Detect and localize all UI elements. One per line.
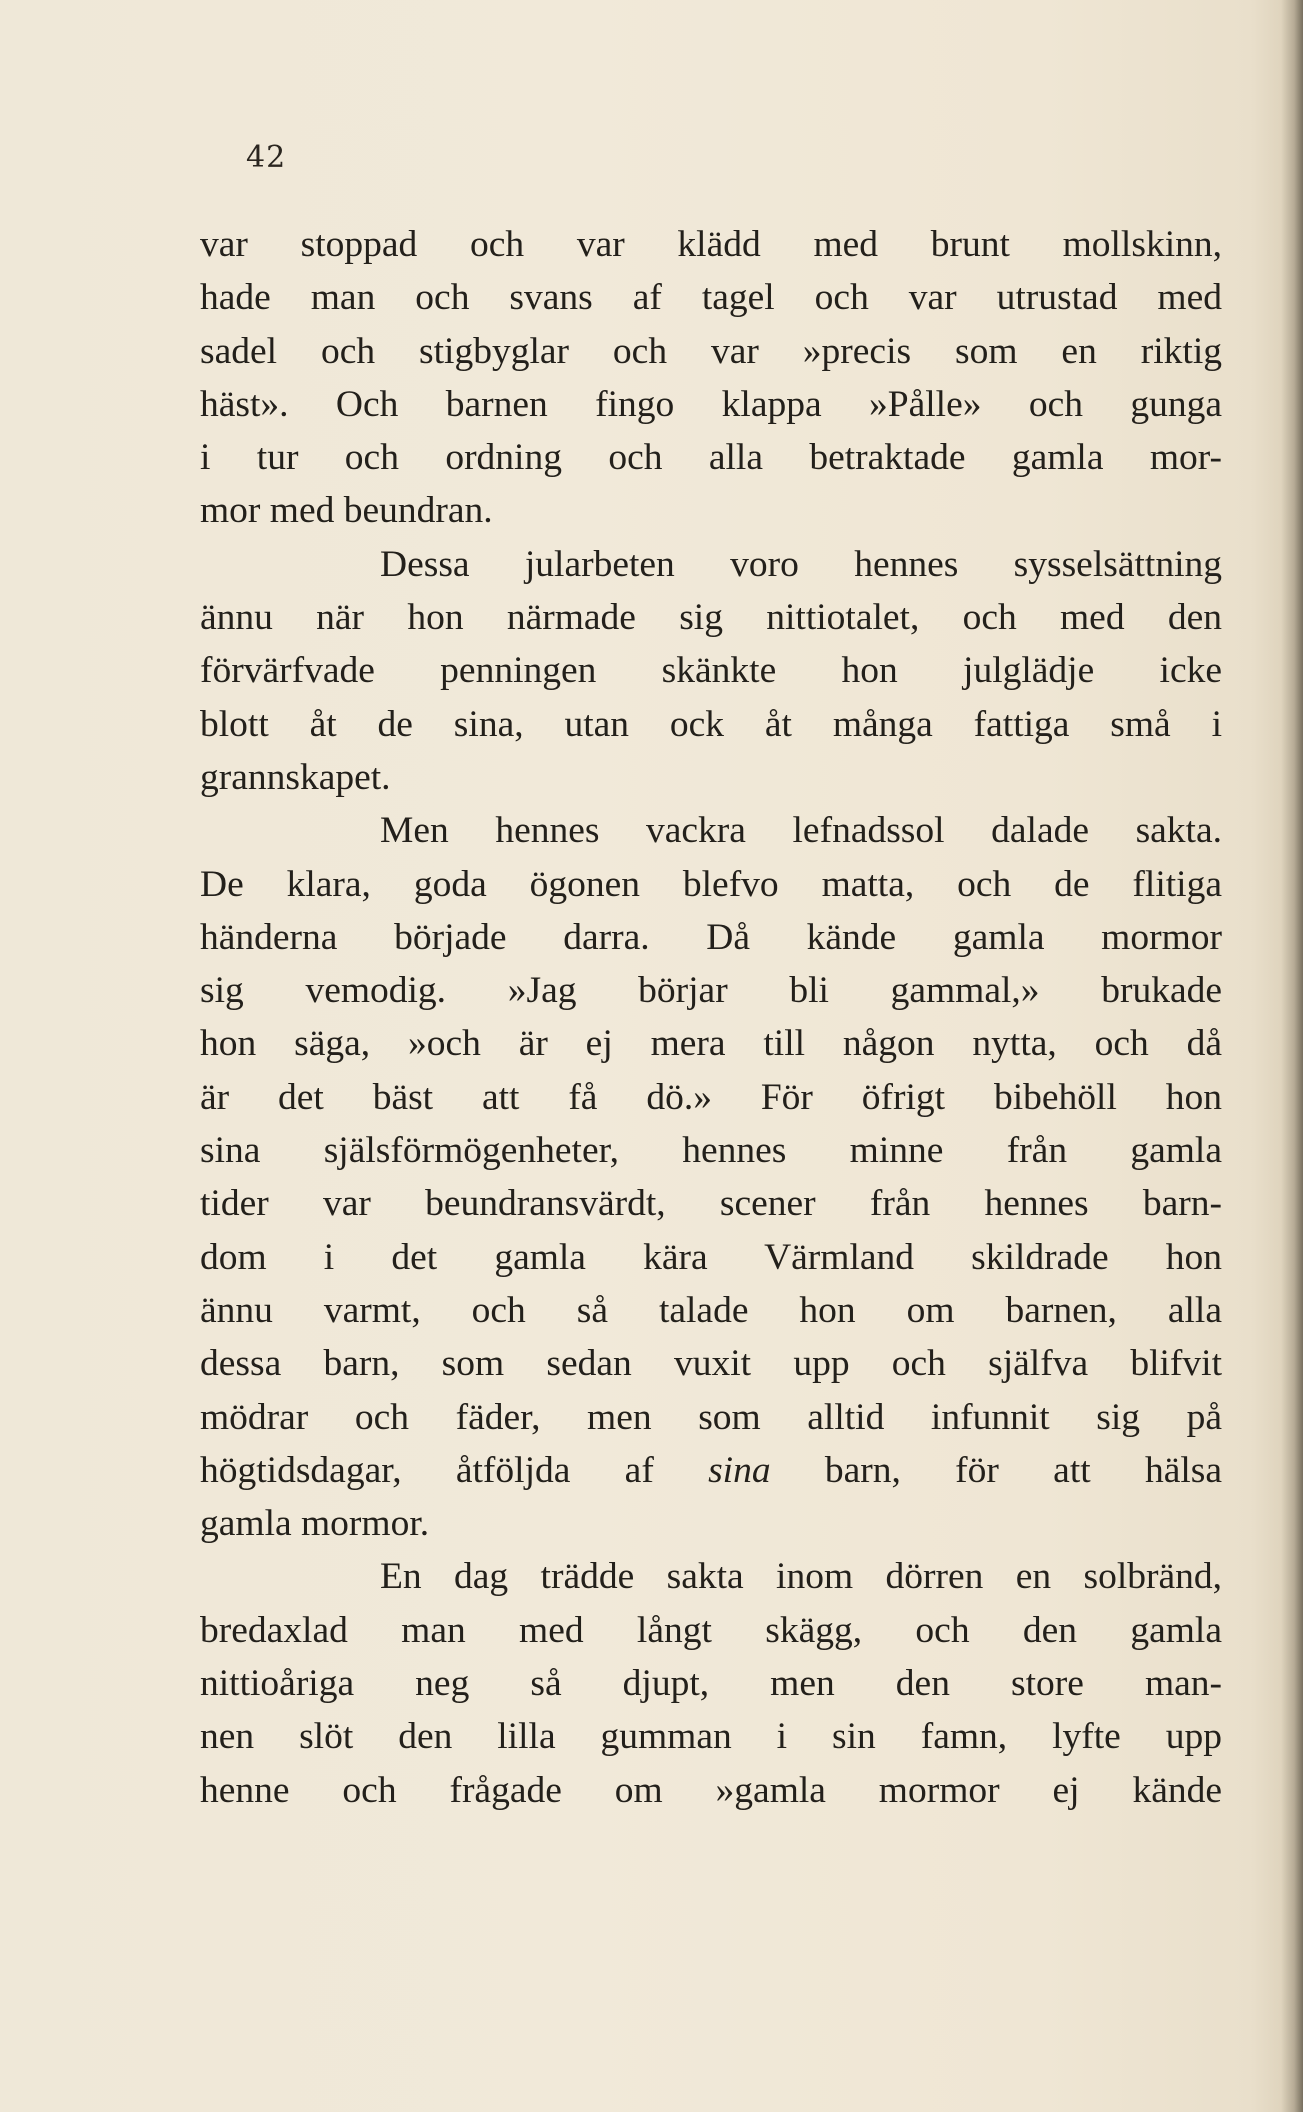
- text-line: dom i det gamla kära Värmland skildrade hon: [200, 1236, 1222, 1278]
- text-line: Dessa jularbeten voro hennes sysselsättning: [380, 543, 1222, 585]
- text-line: Men hennes vackra lefnadssol dalade sakta.: [380, 810, 1222, 852]
- text-line: sig vemodig. »Jag börjar bli gammal,» brukade: [200, 970, 1222, 1012]
- text-line: bredaxlad man med långt skägg, och den gamla: [200, 1609, 1222, 1651]
- text-line: ännu varmt, och så talade hon om barnen, alla: [200, 1289, 1222, 1331]
- text-line: är det bäst att få dö.» För öfrigt bibehöll hon: [200, 1076, 1222, 1118]
- text-line: sadel och stigbyglar och var »precis som en riktig: [200, 330, 1222, 372]
- text-line: henne och frågade om »gamla mormor ej kände: [200, 1769, 1222, 1811]
- text-line: var stoppad och var klädd med brunt mollskinn,: [200, 224, 1222, 265]
- text-line: mor med beundran.: [200, 490, 493, 532]
- text-line: dessa barn, som sedan vuxit upp och själfva blifvit: [200, 1343, 1222, 1385]
- text-line: blott åt de sina, utan ock åt många fattiga små i: [200, 703, 1222, 745]
- text-line: tider var beundransvärdt, scener från hennes barn-: [200, 1183, 1222, 1225]
- text-line: sina själsförmögenheter, hennes minne från gamla: [200, 1130, 1222, 1172]
- text-line: grannskapet.: [200, 756, 391, 798]
- text-line: De klara, goda ögonen blefvo matta, och de flitiga: [200, 863, 1222, 905]
- text-line: mödrar och fäder, men som alltid infunnit sig på: [200, 1396, 1222, 1438]
- text-line-with-italic: [200, 1444, 1222, 1497]
- text-line: gamla mormor.: [200, 1503, 430, 1545]
- text-line: ännu när hon närmade sig nittiotalet, och med den: [200, 597, 1222, 639]
- italic-word: sina: [708, 1449, 771, 1491]
- page-number: 42: [246, 140, 287, 175]
- page-edge-shadow: [1281, 0, 1303, 2112]
- text-line: förvärfvade penningen skänkte hon julglädje icke: [200, 650, 1222, 692]
- text-line: hon säga, »och är ej mera till någon nytta, och då: [200, 1023, 1222, 1065]
- text-line: En dag trädde sakta inom dörren en solbränd,: [380, 1556, 1222, 1598]
- text-line: häst». Och barnen fingo klappa »Pålle» och gunga: [200, 383, 1222, 425]
- text-line: hade man och svans af tagel och var utrustad med: [200, 277, 1222, 319]
- text-line: i tur och ordning och alla betraktade gamla mor-: [200, 437, 1222, 479]
- text-segment: högtidsdagar, åtföljda af: [200, 1449, 709, 1491]
- text-line: nittioåriga neg så djupt, men den store man-: [200, 1663, 1222, 1705]
- text-line: nen slöt den lilla gumman i sin famn, lyfte upp: [200, 1716, 1222, 1758]
- body-text: [200, 218, 1222, 1817]
- text-line: händerna började darra. Då kände gamla mormor: [200, 916, 1222, 958]
- text-segment: barn, för att hälsa: [770, 1449, 1222, 1491]
